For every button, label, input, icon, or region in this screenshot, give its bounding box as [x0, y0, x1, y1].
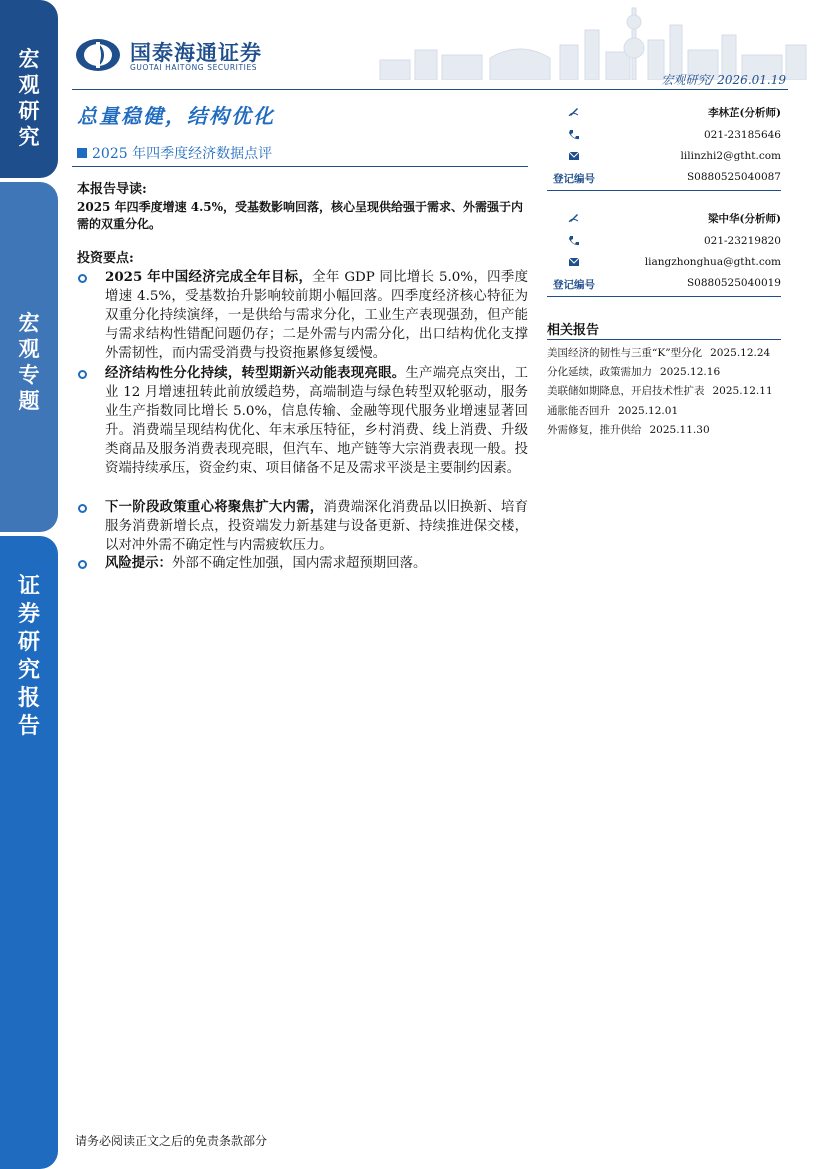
header-divider	[72, 89, 788, 90]
guide-text: 2025 年四季度增速 4.5%，受基数影响回落，核心呈现供给强于需求、外需强于内需的双重分化。	[77, 200, 524, 231]
related-reports-heading: 相关报告	[547, 323, 600, 338]
report-subtitle	[77, 143, 272, 163]
related-report-title: 美联储如期降息，开启技术性扩表	[547, 385, 705, 397]
sidebar-char: 究	[17, 657, 40, 683]
point-lead: 2025 年中国经济完成全年目标，	[105, 269, 313, 285]
analyst-reg-number: S0880525040087	[686, 171, 781, 183]
report-title: 总量稳健，结构优化	[77, 104, 275, 128]
report-category-date: 宏观研究/ 2026.01.19	[661, 73, 786, 87]
analyst-name-row	[547, 105, 781, 121]
city-skyline-decoration	[370, 0, 810, 80]
sidebar-char: 告	[17, 713, 40, 739]
sidebar-char: 题	[18, 388, 40, 413]
analyst-phone-row	[547, 235, 781, 251]
related-report-date: 2025.11.30	[649, 424, 710, 436]
circle-bullet-icon	[78, 560, 87, 569]
analyst-reg-number: S0880525040019	[686, 277, 781, 289]
related-report-link[interactable]	[547, 345, 770, 360]
related-divider	[547, 339, 781, 340]
related-report-date: 2025.12.24	[710, 347, 771, 359]
analyst-email[interactable]: liangzhonghua@gtht.com	[644, 256, 781, 268]
analyst-name-row	[547, 211, 781, 227]
related-report-link[interactable]	[547, 383, 773, 398]
sidebar-char: 研	[17, 629, 40, 655]
point-body: 消费端深化消费品以旧换新、培育服务消费新增长点，投资端发力新基建与设备更新、持续推进保交楼，以对冲外需不确定性与内需疲软压力。	[105, 500, 529, 553]
analyst-name: 梁中华(分析师)	[708, 213, 781, 225]
guide-heading: 本报告导读:	[77, 182, 147, 197]
analyst-email-row	[547, 150, 781, 166]
square-bullet-icon	[77, 148, 87, 158]
point-body: 生产端亮点突出，工业 12 月增速扭转此前放缓趋势，高端制造与绿色转型双轮驱动，服务业生产指数同比增长 5.0%，信息传输、金融等现代服务业增速显著回升。消费端呈现结构优化、年末承压特征，乡村消费、线上消费、升级类商品及服务消费表现亮眼，但汽车、地产链等大宗消费表现一般。投资端持续承压，资金约束、项目储备不足及需求平淡是主要制约因素。	[105, 366, 529, 476]
related-report-date: 2025.12.16	[660, 366, 721, 378]
title-divider	[72, 166, 528, 167]
point-lead: 下一阶段政策重心将聚焦扩大内需，	[105, 499, 324, 515]
point-lead: 经济结构性分化持续，转型期新兴动能表现亮眼。	[105, 365, 406, 381]
sidebar-section-macro-topic	[0, 182, 58, 532]
analyst-email[interactable]: lilinzhi2@gtht.com	[680, 150, 781, 162]
analyst-name: 李林芷(分析师)	[708, 107, 781, 119]
investment-point	[105, 268, 528, 363]
related-report-title: 美国经济的韧性与三重“K”型分化	[547, 347, 703, 359]
related-report-link[interactable]	[547, 364, 720, 379]
sidebar-char: 证	[17, 573, 40, 599]
pen-icon	[568, 211, 580, 223]
analyst-divider	[547, 296, 781, 297]
sidebar-char: 券	[17, 601, 40, 627]
circle-bullet-icon	[78, 504, 87, 513]
sidebar-char: 观	[18, 72, 40, 97]
points-heading: 投资要点:	[77, 251, 134, 266]
brand-name-en: GUOTAI HAITONG SECURITIES	[130, 63, 258, 72]
sidebar-char: 宏	[18, 310, 40, 335]
sidebar-section-macro-research	[0, 0, 58, 178]
sidebar-section-securities-report	[0, 536, 58, 1169]
disclaimer-footer: 请务必阅读正文之后的免责条款部分	[75, 1134, 268, 1148]
phone-icon	[568, 235, 580, 247]
investment-point	[105, 498, 528, 555]
related-report-title: 外需修复，推升供给	[547, 424, 642, 436]
point-body: 全年 GDP 同比增长 5.0%，四季度增速 4.5%，受基数抬升影响较前期小幅回落。四季度经济核心特征为双重分化持续演绎，一是供给与需求分化，工业生产表现强劲，但产能与需求结构性错配问题仍存；二是外需与内需分化，出口结构优化支撑外需韧性，而内需受消费与投资拖累修复缓慢。	[105, 270, 529, 361]
sidebar-char: 观	[18, 336, 40, 361]
investment-point	[105, 364, 528, 478]
analyst-phone-row	[547, 129, 781, 145]
subtitle-text: 2025 年四季度经济数据点评	[92, 146, 273, 162]
mail-icon	[568, 256, 580, 268]
related-report-title: 分化延续，政策需加力	[547, 366, 652, 378]
reg-label: 登记编号	[553, 173, 595, 185]
circle-bullet-icon	[78, 370, 87, 379]
related-report-link[interactable]	[547, 403, 678, 418]
analyst-phone: 021-23185646	[703, 129, 781, 141]
investment-point	[105, 554, 528, 573]
company-logo-icon	[75, 38, 121, 72]
sidebar-char: 研	[18, 98, 40, 123]
point-body: 外部不确定性加强，国内需求超预期回落。	[171, 556, 427, 571]
pen-icon	[568, 105, 580, 117]
mail-icon	[568, 150, 580, 162]
reg-label: 登记编号	[553, 279, 595, 291]
related-report-date: 2025.12.01	[618, 405, 679, 417]
phone-icon	[568, 129, 580, 141]
related-report-date: 2025.12.11	[712, 385, 773, 397]
sidebar-char: 宏	[18, 46, 40, 71]
sidebar-char: 报	[17, 685, 40, 711]
analyst-reg-row	[547, 277, 781, 293]
analyst-reg-row	[547, 171, 781, 187]
analyst-email-row	[547, 256, 781, 272]
sidebar-char: 究	[18, 124, 40, 149]
related-report-link[interactable]	[547, 422, 710, 437]
analyst-divider	[547, 190, 781, 191]
sidebar-char: 专	[18, 362, 40, 387]
related-report-title: 通胀能否回升	[547, 405, 610, 417]
sidebar	[0, 0, 58, 1169]
brand-name-cn: 国泰海通证券	[130, 41, 262, 65]
analyst-phone: 021-23219820	[703, 235, 781, 247]
circle-bullet-icon	[78, 274, 87, 283]
point-lead: 风险提示：	[105, 555, 172, 571]
